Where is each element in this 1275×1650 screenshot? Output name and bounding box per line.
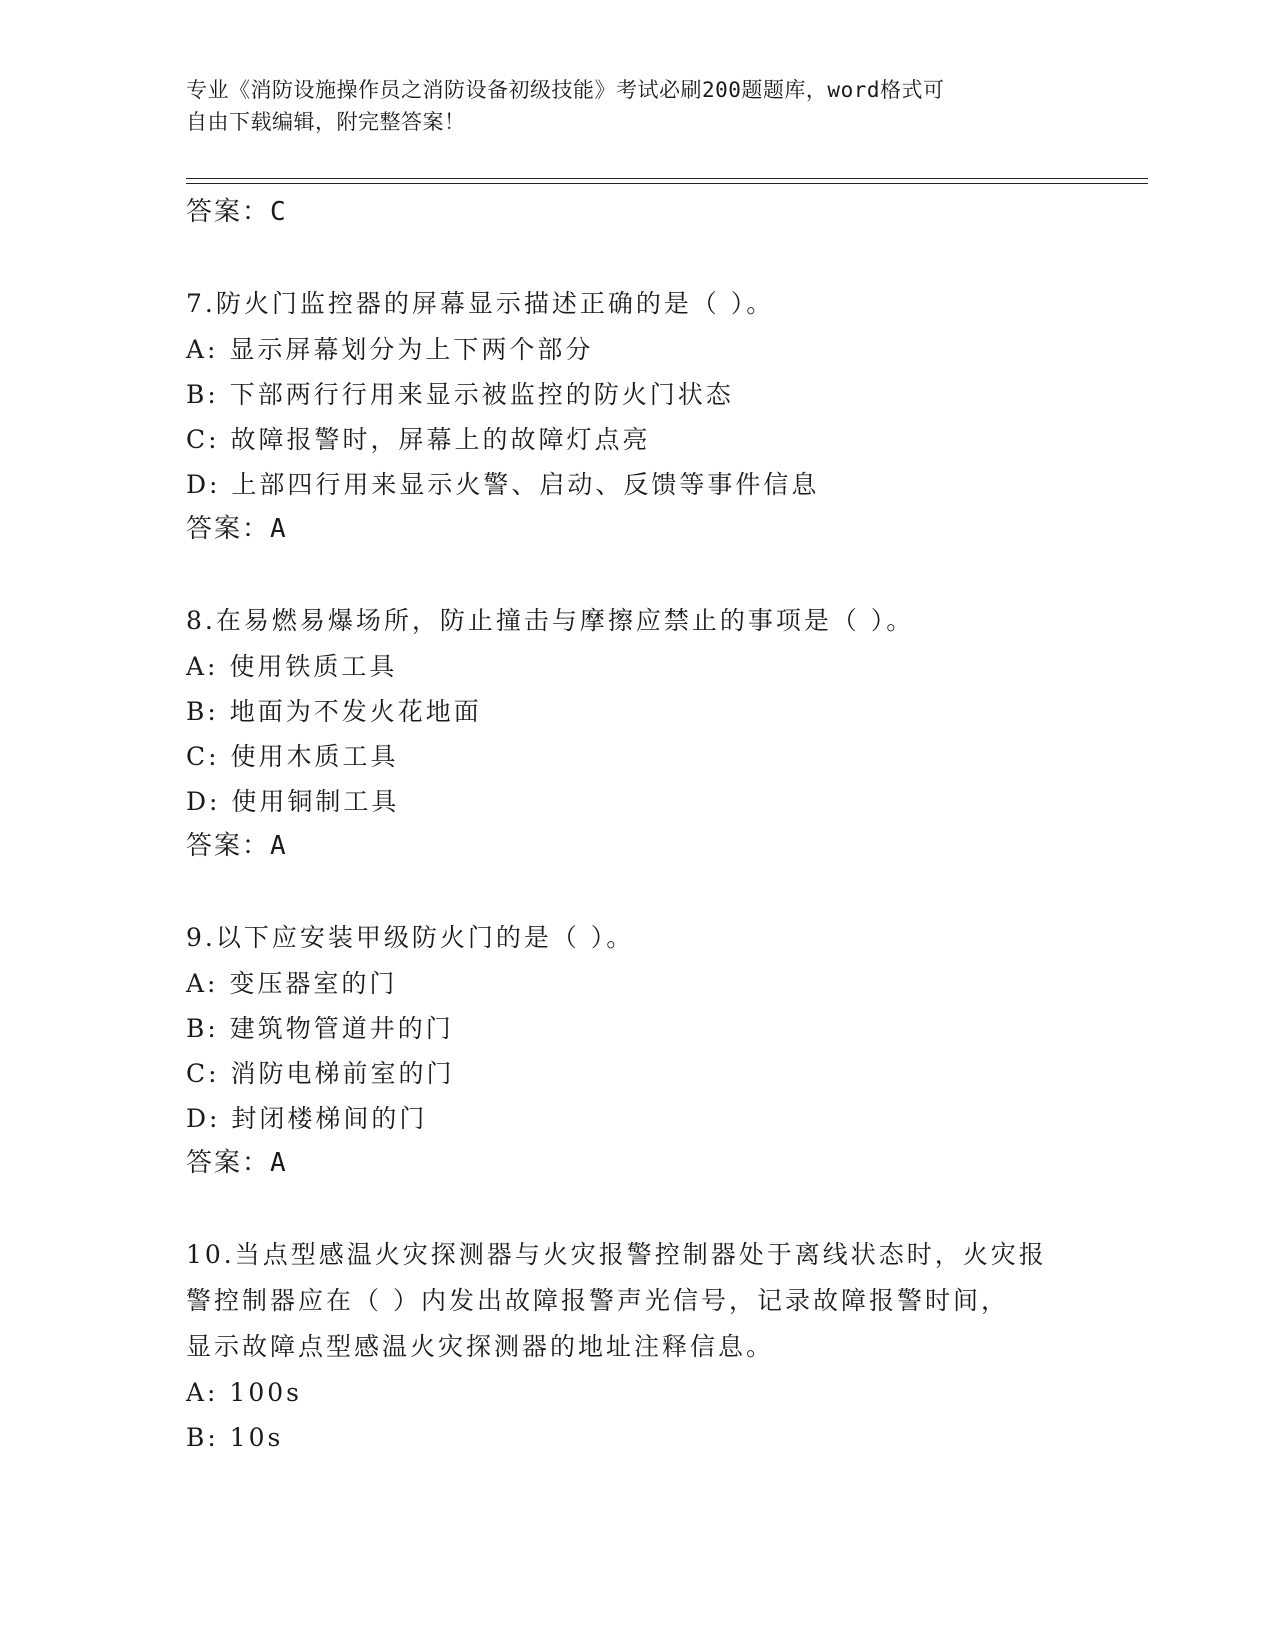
question-text: 7.防火门监控器的屏幕显示描述正确的是（ ）。 (186, 289, 775, 318)
option-d: D: 使用铜制工具 (186, 787, 400, 816)
option-a: A: 变压器室的门 (186, 969, 398, 998)
question-text-line-1: 10.当点型感温火灾探测器与火灾报警控制器处于离线状态时，火灾报 (186, 1240, 1047, 1269)
answer-line: 答案：A (186, 1148, 288, 1178)
option-d: D: 封闭楼梯间的门 (186, 1104, 428, 1133)
document-body (186, 190, 1086, 1460)
option-d: D: 上部四行用来显示火警、启动、反馈等事件信息 (186, 470, 820, 499)
question-block (186, 1232, 1086, 1460)
answer-line: 答案：C (186, 197, 288, 227)
option-c: C: 消防电梯前室的门 (186, 1059, 455, 1088)
question-text-line-2: 警控制器应在（ ）内发出故障报警声光信号，记录故障报警时间， (186, 1286, 1009, 1315)
question-block (186, 281, 1086, 552)
answer-line: 答案：A (186, 514, 288, 544)
option-b: B: 地面为不发火花地面 (186, 697, 482, 726)
header-line-1: 专业《消防设施操作员之消防设备初级技能》考试必刷200题题库，word格式可 (186, 78, 945, 102)
question-text: 8.在易燃易爆场所，防止撞击与摩擦应禁止的事项是（ ）。 (186, 606, 915, 635)
header-divider-bottom (186, 183, 1148, 184)
option-a: A: 显示屏幕划分为上下两个部分 (186, 335, 594, 364)
option-b: B: 10s (186, 1423, 284, 1452)
option-c: C: 故障报警时，屏幕上的故障灯点亮 (186, 425, 651, 454)
option-b: B: 下部两行行用来显示被监控的防火门状态 (186, 380, 734, 409)
answer-line: 答案：A (186, 831, 288, 861)
question-text: 9.以下应安装甲级防火门的是（ ）。 (186, 923, 635, 952)
option-a: A: 使用铁质工具 (186, 652, 398, 681)
spacer (186, 552, 1086, 598)
option-c: C: 使用木质工具 (186, 742, 399, 771)
question-block (186, 915, 1086, 1186)
option-b: B: 建筑物管道井的门 (186, 1014, 454, 1043)
spacer (186, 1186, 1086, 1232)
header-divider-top (186, 178, 1148, 179)
document-header (186, 74, 1066, 138)
spacer (186, 869, 1086, 915)
option-a: A: 100s (186, 1378, 302, 1407)
header-line-2: 自由下载编辑，附完整答案！ (186, 110, 466, 134)
question-block (186, 598, 1086, 869)
spacer (186, 235, 1086, 281)
question-text-line-3: 显示故障点型感温火灾探测器的地址注释信息。 (186, 1332, 775, 1361)
